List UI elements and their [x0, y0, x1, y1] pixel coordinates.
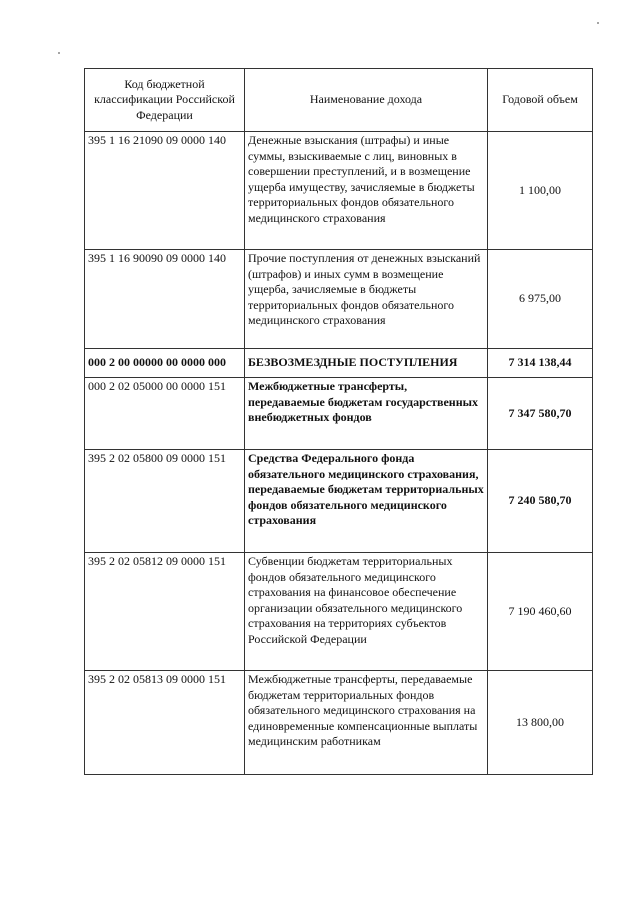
row-amount: 7 190 460,60	[488, 553, 593, 671]
header-amount: Годовой объем	[488, 69, 593, 132]
table-row	[85, 553, 593, 671]
scan-speck	[58, 52, 60, 54]
scan-speck	[597, 22, 599, 24]
row-name: Субвенции бюджетам территориальных фондов обязательного медицинского страхования на финансовое обеспечение организации обязательного медицинского страхования на территориях субъектов Российской Федерации	[245, 553, 488, 671]
income-table	[84, 68, 593, 775]
header-name: Наименование дохода	[245, 69, 488, 132]
row-amount: 6 975,00	[488, 250, 593, 349]
row-name: Межбюджетные трансферты, передаваемые бюджетам государственных внебюджетных фондов	[245, 378, 488, 450]
row-amount: 7 347 580,70	[488, 378, 593, 450]
row-code: 000 2 00 00000 00 0000 000	[85, 349, 245, 378]
header-code: Код бюджетной классификации Российской Федерации	[85, 69, 245, 132]
table-row	[85, 450, 593, 553]
row-name: Денежные взыскания (штрафы) и иные суммы, взыскиваемые с лиц, виновных в совершении преступлений, и в возмещение ущерба имуществу, зачисляемые в бюджеты территориальных фондов обязательного медицинского страхования	[245, 132, 488, 250]
row-code: 000 2 02 05000 00 0000 151	[85, 378, 245, 450]
row-code: 395 2 02 05812 09 0000 151	[85, 553, 245, 671]
row-amount: 7 240 580,70	[488, 450, 593, 553]
row-name: Средства Федерального фонда обязательного медицинского страхования, передаваемые бюджетам территориальных фондов обязательного медицинского страхования	[245, 450, 488, 553]
table-row	[85, 250, 593, 349]
row-code: 395 1 16 21090 09 0000 140	[85, 132, 245, 250]
table-header-row	[85, 69, 593, 132]
table-row	[85, 132, 593, 250]
row-name: БЕЗВОЗМЕЗДНЫЕ ПОСТУПЛЕНИЯ	[245, 349, 488, 378]
row-code: 395 2 02 05813 09 0000 151	[85, 671, 245, 775]
row-name: Межбюджетные трансферты, передаваемые бюджетам территориальных фондов обязательного медицинского страхования на единовременные компенсационные выплаты медицинским работникам	[245, 671, 488, 775]
row-amount: 1 100,00	[488, 132, 593, 250]
table-row	[85, 349, 593, 378]
row-name: Прочие поступления от денежных взысканий (штрафов) и иных сумм в возмещение ущерба, зачисляемые в бюджеты территориальных фондов обязательного медицинского страхования	[245, 250, 488, 349]
row-amount: 13 800,00	[488, 671, 593, 775]
row-code: 395 2 02 05800 09 0000 151	[85, 450, 245, 553]
table-row	[85, 671, 593, 775]
row-code: 395 1 16 90090 09 0000 140	[85, 250, 245, 349]
row-amount: 7 314 138,44	[488, 349, 593, 378]
table-row	[85, 378, 593, 450]
